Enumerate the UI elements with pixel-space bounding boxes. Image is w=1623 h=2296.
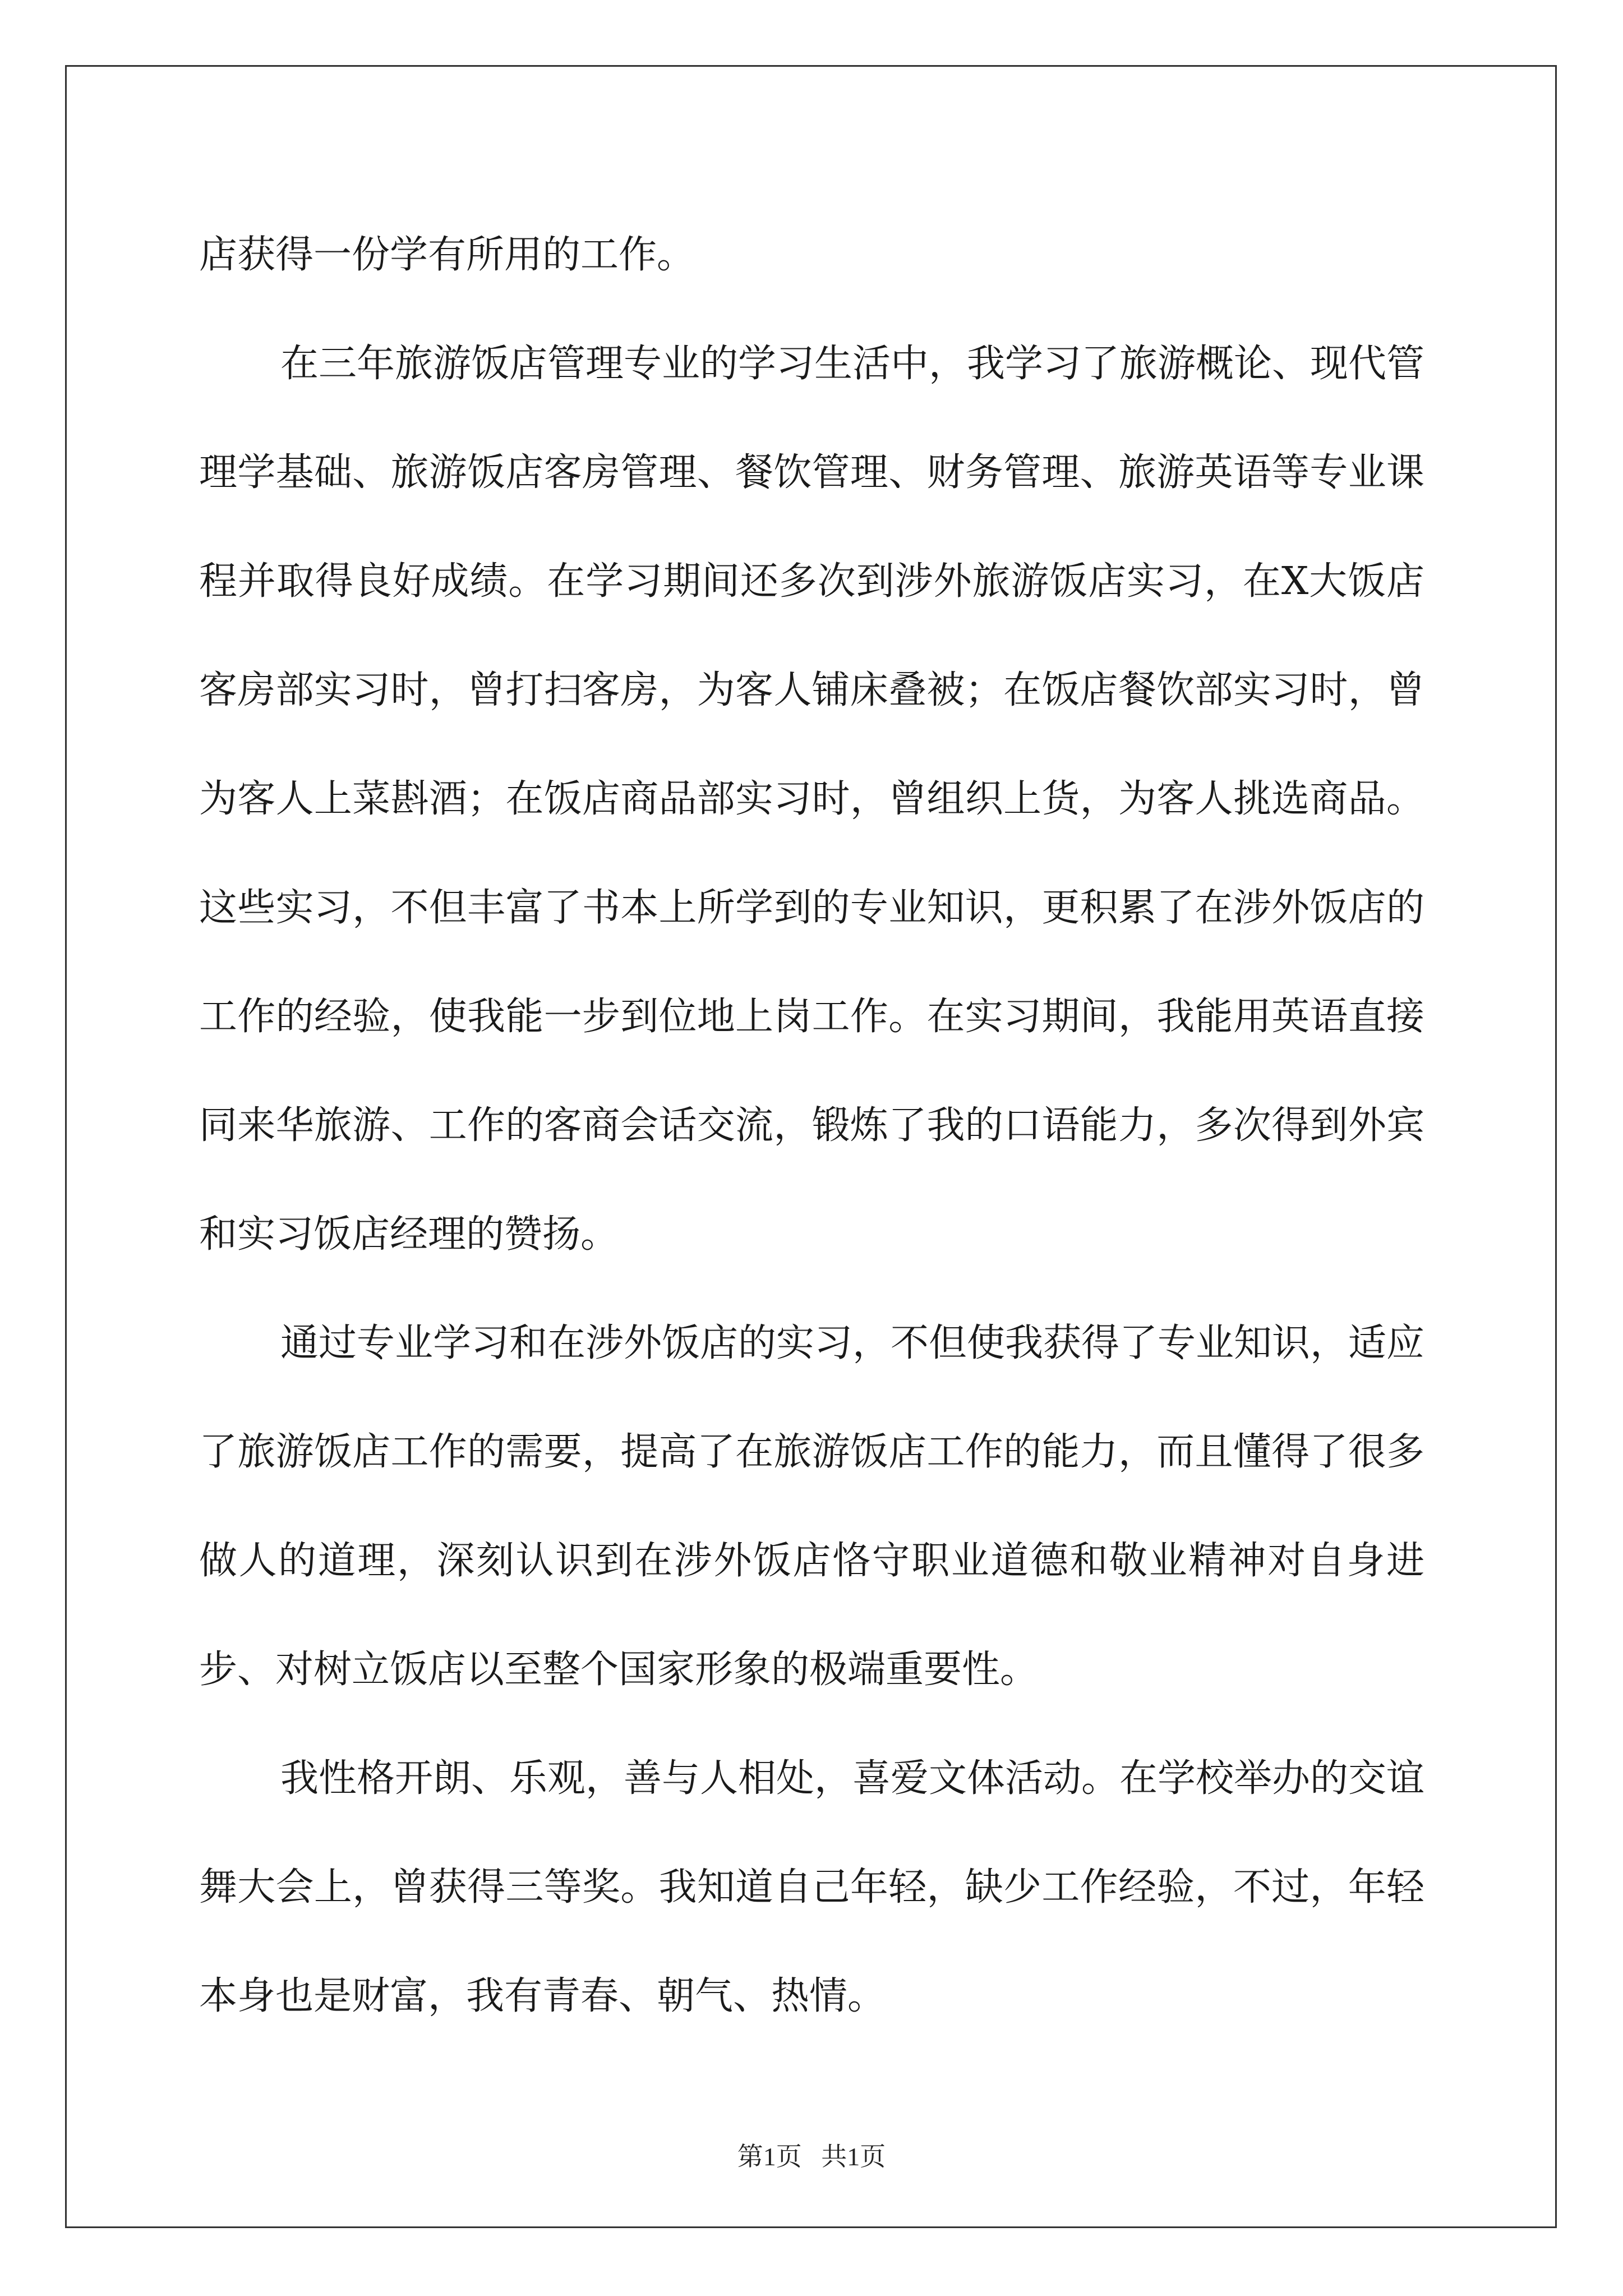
- document-body: [199, 201, 1424, 2051]
- page-number: 第1页: [737, 2142, 802, 2171]
- page-footer: [0, 2136, 1623, 2173]
- paragraph-continuation: 店获得一份学有所用的工作。: [199, 233, 695, 277]
- paragraph-internship-gains: 通过专业学习和在涉外饭店的实习，不但使我获得了专业知识，适应了旅游饭店工作的需要，提高了在旅游饭店工作的能力，而且懂得了很多做人的道理，深刻认识到在涉外饭店恪守职业道德和敬业精神对自身进步、对树立饭店以至整个国家形象的极端重要性。: [199, 1321, 1425, 1692]
- page-total: 共1页: [821, 2142, 886, 2171]
- paragraph-personality: 我性格开朗、乐观，善与人相处，喜爱文体活动。在学校举办的交谊舞大会上，曾获得三等奖。我知道自己年轻，缺少工作经验，不过，年轻本身也是财富，我有青春、朝气、热情。: [199, 1756, 1425, 2018]
- paragraph-study-experience: 在三年旅游饭店管理专业的学习生活中，我学习了旅游概论、现代管理学基础、旅游饭店客房管理、餐饮管理、财务管理、旅游英语等专业课程并取得良好成绩。在学习期间还多次到涉外旅游饭店实习，在X大饭店客房部实习时，曾打扫客房，为客人铺床叠被；在饭店餐饮部实习时，曾为客人上菜斟酒；在饭店商品部实习时，曾组织上货，为客人挑选商品。这些实习，不但丰富了书本上所学到的专业知识，更积累了在涉外饭店的工作的经验，使我能一步到位地上岗工作。在实习期间，我能用英语直接同来华旅游、工作的客商会话交流，锻炼了我的口语能力，多次得到外宾和实习饭店经理的赞扬。: [199, 342, 1425, 1257]
- footer-gap: [802, 2142, 822, 2171]
